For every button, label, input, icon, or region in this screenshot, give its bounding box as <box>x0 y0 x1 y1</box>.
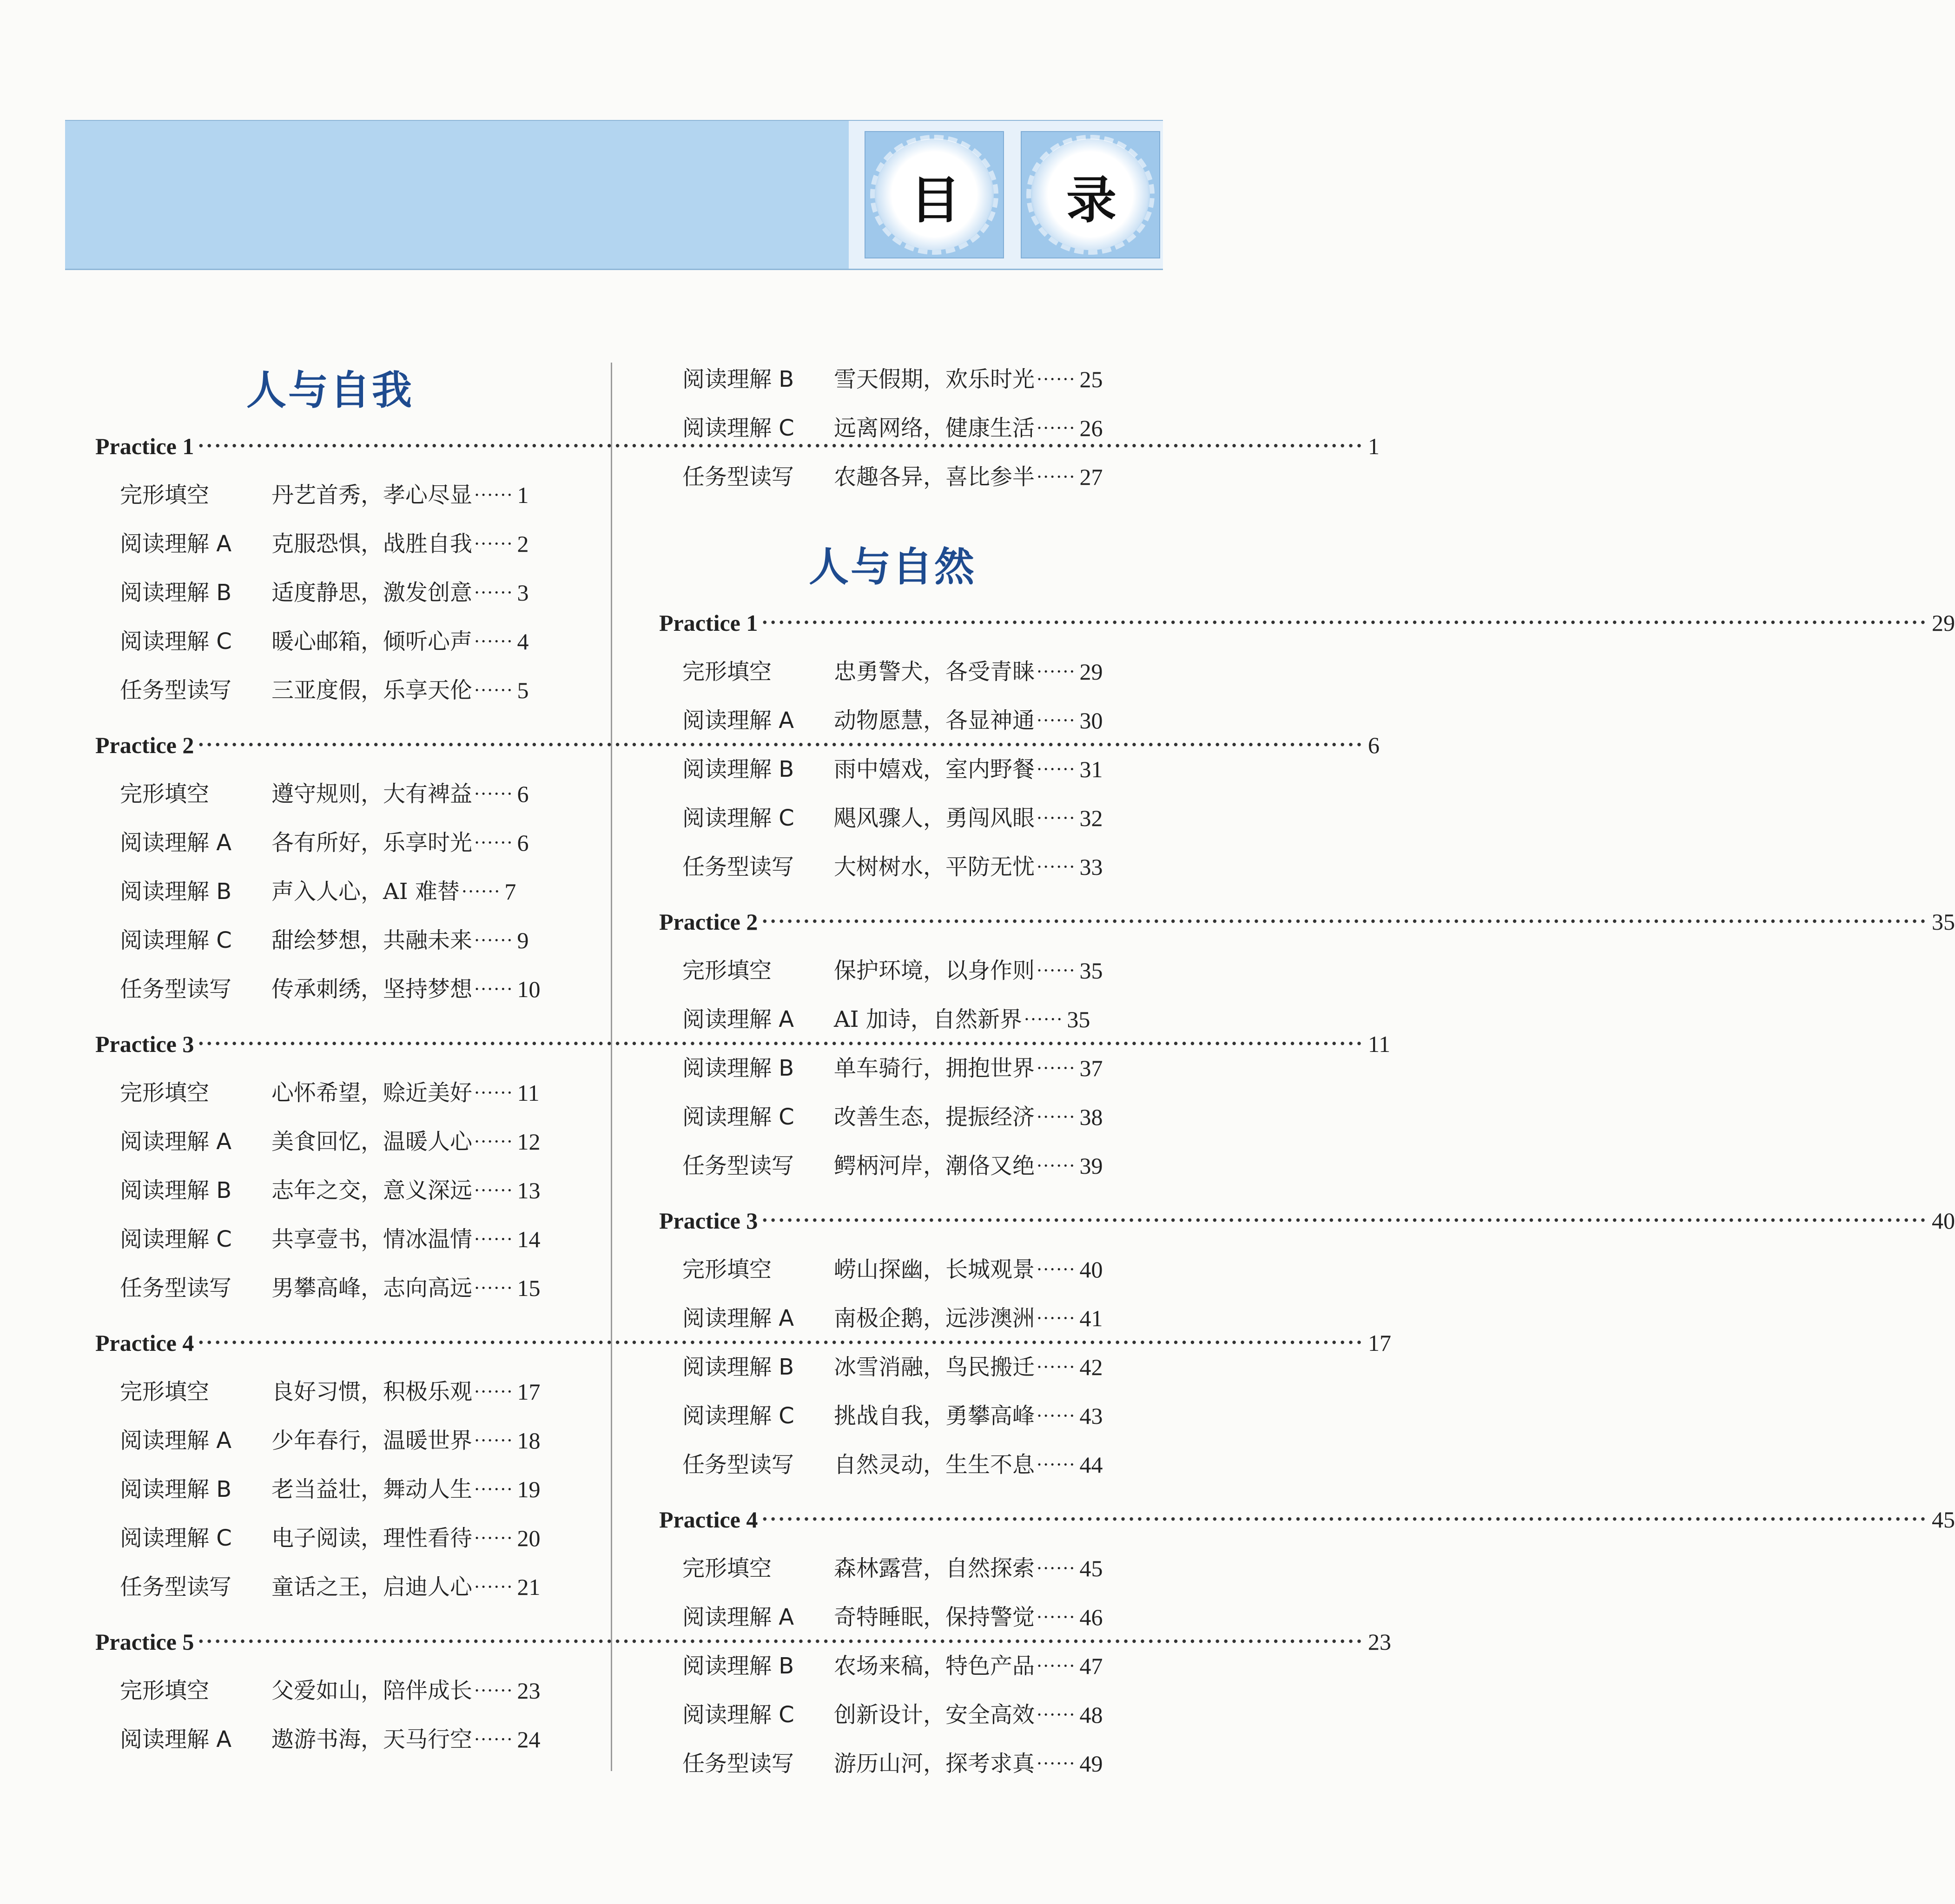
entry-title: 冰雪消融，鸟民搬迁 <box>834 1354 1035 1380</box>
practice-heading[interactable] <box>95 1326 1391 1360</box>
practice-label: Practice 4 <box>95 1330 194 1356</box>
entry-category: 完形填空 <box>120 1678 210 1704</box>
entry-title: 传承刺绣，坚持梦想 <box>271 976 473 1002</box>
toc-entry[interactable] <box>682 1747 1103 1780</box>
section-title: 人与自然 <box>809 544 976 590</box>
entry-category: 阅读理解 B <box>120 879 232 905</box>
dot-leader: ······ <box>474 1083 514 1103</box>
entry-category: 完形填空 <box>120 1379 210 1405</box>
entry-category: 任务型读写 <box>120 1275 232 1301</box>
entry-category: 阅读理解 B <box>120 1177 232 1203</box>
entry-category: 完形填空 <box>682 958 772 984</box>
toc-entry[interactable] <box>682 411 1103 445</box>
dot-leader: ······ <box>474 1131 514 1152</box>
column-divider <box>611 363 612 1771</box>
page-number: 24 <box>517 1726 541 1752</box>
dot-leader: ······ <box>474 1479 514 1500</box>
page-number: 42 <box>1079 1354 1103 1380</box>
page-number: 45 <box>1079 1555 1103 1581</box>
page-number: 5 <box>517 677 529 703</box>
toc-entry[interactable] <box>120 1521 541 1555</box>
entry-title: 动物愿慧，各显神通 <box>834 707 1035 734</box>
entry-category: 完形填空 <box>682 1256 772 1283</box>
toc-entry[interactable] <box>120 924 529 957</box>
toc-entry[interactable] <box>120 1570 541 1604</box>
dot-leader: ······ <box>474 582 514 603</box>
entry-title: 飓风骤人，勇闯风眼 <box>834 805 1035 831</box>
dot-leader: ············································································································································ <box>198 734 1364 756</box>
page-number: 6 <box>517 830 529 856</box>
entry-title: 克服恐惧，战胜自我 <box>271 531 473 557</box>
dot-leader: ······ <box>474 1180 514 1201</box>
entry-title: 心怀希望，赊近美好 <box>271 1080 473 1106</box>
page-number: 27 <box>1079 464 1103 490</box>
page-number: 48 <box>1079 1702 1103 1728</box>
entry-category: 阅读理解 C <box>682 805 794 831</box>
toc-entry[interactable] <box>120 1674 541 1707</box>
dot-leader: ······ <box>1037 1156 1076 1176</box>
toc-entry[interactable] <box>682 1100 1103 1134</box>
page-number: 43 <box>1079 1403 1103 1429</box>
page-number: 32 <box>1079 805 1103 831</box>
toc-entry[interactable] <box>682 1253 1103 1286</box>
practice-heading[interactable] <box>659 1503 1955 1536</box>
toc-entry[interactable] <box>120 1723 541 1756</box>
entry-title: 老当益壮，舞动人生 <box>271 1476 473 1502</box>
dot-leader: ······ <box>474 1229 514 1250</box>
entry-title: 各有所好，乐享时光 <box>271 830 473 856</box>
entry-category: 阅读理解 C <box>682 415 794 441</box>
toc-entry[interactable] <box>682 1600 1103 1634</box>
page-number: 7 <box>504 879 516 905</box>
entry-title: 适度静思，激发创意 <box>271 580 473 606</box>
entry-title: 森林露营，自然探索 <box>834 1555 1035 1581</box>
page-number: 20 <box>517 1525 541 1551</box>
toc-entry[interactable] <box>682 801 1103 835</box>
page-number: 30 <box>1079 707 1103 734</box>
title-char: 录 <box>1066 171 1116 230</box>
dot-leader: ······ <box>1037 1705 1076 1725</box>
practice-label: Practice 3 <box>659 1208 758 1234</box>
entry-category: 任务型读写 <box>682 1153 794 1179</box>
dot-leader: ······ <box>1037 1454 1076 1475</box>
entry-title: 崂山探幽，长城观景 <box>834 1256 1035 1283</box>
toc-entry[interactable] <box>120 972 541 1006</box>
entry-category: 阅读理解 B <box>682 1653 794 1679</box>
entry-title: 创新设计，安全高效 <box>834 1702 1035 1728</box>
dot-leader: ······ <box>474 1278 514 1298</box>
entry-category: 阅读理解 C <box>120 628 232 654</box>
dot-leader: ············································································································································ <box>761 911 1928 932</box>
dot-leader: ······ <box>1024 1009 1063 1030</box>
toc-entry[interactable] <box>120 625 529 658</box>
entry-category: 任务型读写 <box>682 854 794 880</box>
dot-leader: ······ <box>474 784 514 804</box>
toc-entry[interactable] <box>120 1125 541 1158</box>
dot-leader: ······ <box>1037 1308 1076 1329</box>
practice-heading[interactable] <box>659 905 1955 939</box>
entry-category: 阅读理解 A <box>120 830 232 856</box>
toc-entry[interactable] <box>682 704 1103 737</box>
entry-title: 丹艺首秀，孝心尽显 <box>271 482 473 508</box>
page-number: 29 <box>1079 659 1103 685</box>
page-number: 23 <box>1367 1629 1391 1655</box>
toc-entry[interactable] <box>682 1003 1090 1036</box>
entry-title: 鳄柄河岸，潮佫又绝 <box>834 1153 1035 1179</box>
dot-leader: ······ <box>1037 369 1076 390</box>
dot-leader: ······ <box>1037 418 1076 438</box>
dot-leader: ······ <box>474 1729 514 1750</box>
page-number: 45 <box>1931 1507 1955 1533</box>
dot-leader: ······ <box>1037 1357 1076 1377</box>
entry-title: 雨中嬉戏，室内野餐 <box>834 756 1035 782</box>
practice-heading[interactable] <box>95 1625 1391 1659</box>
entry-category: 阅读理解 C <box>682 1403 794 1429</box>
entry-title: 遵守规则，大有裨益 <box>271 781 473 807</box>
entry-category: 阅读理解 C <box>120 927 232 953</box>
entry-title: 良好习惯，积极乐观 <box>271 1379 473 1405</box>
practice-heading[interactable] <box>95 728 1380 762</box>
entry-category: 任务型读写 <box>120 677 232 703</box>
page-number: 13 <box>517 1177 541 1203</box>
page-number: 25 <box>1079 366 1103 392</box>
page-number: 35 <box>1079 958 1103 984</box>
page-number: 29 <box>1931 610 1955 636</box>
entry-title: 童话之王，启迪人心 <box>271 1574 473 1600</box>
toc-entry[interactable] <box>120 1223 541 1256</box>
entry-category: 任务型读写 <box>120 976 232 1002</box>
toc-entry[interactable] <box>120 777 529 811</box>
toc-entry[interactable] <box>682 850 1103 884</box>
page-number: 44 <box>1079 1452 1103 1478</box>
entry-category: 阅读理解 A <box>120 531 232 557</box>
entry-category: 任务型读写 <box>682 1751 794 1777</box>
practice-heading[interactable] <box>95 430 1380 463</box>
entry-category: 阅读理解 B <box>682 1055 794 1081</box>
toc-entry[interactable] <box>682 1149 1103 1183</box>
entry-category: 阅读理解 B <box>682 366 794 392</box>
entry-title: 共享壹书，情冰温情 <box>271 1226 473 1252</box>
entry-category: 阅读理解 A <box>120 1428 232 1454</box>
dot-leader: ······ <box>1037 1107 1076 1127</box>
page-number: 33 <box>1079 854 1103 880</box>
entry-category: 阅读理解 A <box>682 707 794 734</box>
entry-category: 阅读理解 A <box>682 1604 794 1630</box>
page-number: 11 <box>1367 1031 1391 1057</box>
entry-title: 雪天假期，欢乐时光 <box>834 366 1035 392</box>
page-number: 1 <box>517 482 529 508</box>
dot-leader: ······ <box>1037 808 1076 828</box>
entry-title: 保护环境，以身作则 <box>834 958 1035 984</box>
entry-category: 阅读理解 A <box>120 1726 232 1752</box>
page-number: 46 <box>1079 1604 1103 1630</box>
practice-label: Practice 1 <box>95 433 194 459</box>
toc-entry[interactable] <box>682 460 1103 494</box>
page-number: 37 <box>1079 1055 1103 1081</box>
entry-title: 南极企鹅，远涉澳洲 <box>834 1305 1035 1331</box>
dot-leader: ······ <box>1037 759 1076 780</box>
entry-category: 阅读理解 B <box>120 580 232 606</box>
page-number: 21 <box>517 1574 541 1600</box>
toc-entry[interactable] <box>682 1448 1103 1481</box>
toc-entry[interactable] <box>120 1271 541 1305</box>
toc-entry[interactable] <box>120 674 529 707</box>
entry-title: 美食回忆，温暖人心 <box>271 1129 473 1155</box>
toc-entry[interactable] <box>120 1076 540 1110</box>
entry-category: 任务型读写 <box>120 1574 232 1600</box>
toc-entry[interactable] <box>120 1174 541 1207</box>
dot-leader: ······ <box>474 1430 514 1451</box>
toc-entry[interactable] <box>682 1302 1103 1335</box>
dot-leader: ············································································································································ <box>198 1332 1364 1354</box>
dot-leader: ······ <box>1037 1058 1076 1078</box>
dot-leader: ······ <box>474 534 514 554</box>
entry-title: 少年春行，温暖世界 <box>271 1428 473 1454</box>
practice-label: Practice 2 <box>659 909 758 935</box>
entry-title: 农场来稿，特色产品 <box>834 1653 1035 1679</box>
dot-leader: ······ <box>1037 1656 1076 1676</box>
toc-entry[interactable] <box>682 363 1103 396</box>
toc-entry[interactable] <box>682 655 1103 688</box>
dot-leader: ······ <box>1037 661 1076 682</box>
entry-title: 自然灵动，生生不息 <box>834 1452 1035 1478</box>
page-number: 40 <box>1079 1256 1103 1283</box>
practice-label: Practice 4 <box>659 1507 758 1533</box>
dot-leader: ······ <box>474 631 514 652</box>
entry-title: AI 加诗，自然新界 <box>834 1006 1022 1032</box>
entry-title: 大树树水，平防无忧 <box>834 854 1035 880</box>
toc-entry[interactable] <box>120 826 529 859</box>
page-number: 4 <box>517 628 529 654</box>
page-number: 1 <box>1367 433 1380 459</box>
dot-leader: ······ <box>461 881 501 902</box>
page-number: 38 <box>1079 1104 1103 1130</box>
toc-entry[interactable] <box>120 1473 541 1506</box>
dot-leader: ············································································································································ <box>761 612 1928 634</box>
page-number: 47 <box>1079 1653 1103 1679</box>
dot-leader: ············································································································································ <box>198 1631 1364 1653</box>
practice-heading[interactable] <box>95 1027 1391 1061</box>
entry-title: 声入人心，AI 难替 <box>271 879 460 905</box>
practice-heading[interactable] <box>659 606 1955 640</box>
dot-leader: ······ <box>1037 710 1076 731</box>
dot-leader: ······ <box>1037 1607 1076 1627</box>
toc-entry[interactable] <box>682 1051 1103 1085</box>
page-number: 26 <box>1079 415 1103 441</box>
practice-label: Practice 5 <box>95 1629 194 1655</box>
entry-category: 完形填空 <box>682 1555 772 1581</box>
dot-leader: ······ <box>1037 1406 1076 1426</box>
toc-entry[interactable] <box>682 1649 1103 1683</box>
entry-title: 单车骑行，拥抱世界 <box>834 1055 1035 1081</box>
page-number: 11 <box>517 1080 540 1106</box>
page-number: 10 <box>517 976 541 1002</box>
entry-category: 完形填空 <box>120 482 210 508</box>
entry-title: 志年之交，意义深远 <box>271 1177 473 1203</box>
toc-entry[interactable] <box>682 753 1103 786</box>
entry-category: 阅读理解 B <box>682 756 794 782</box>
toc-entry[interactable] <box>120 576 529 609</box>
title-char: 目 <box>910 171 960 230</box>
entry-title: 甜绘梦想，共融未来 <box>271 927 473 953</box>
page-number: 2 <box>517 531 529 557</box>
entry-title: 农趣各异，喜比参半 <box>834 464 1035 490</box>
page-number: 6 <box>517 781 529 807</box>
dot-leader: ······ <box>474 833 514 853</box>
page-number: 12 <box>517 1129 541 1155</box>
dot-leader: ······ <box>1037 960 1076 981</box>
title-tile-lu <box>1021 131 1160 258</box>
dot-leader: ······ <box>1037 467 1076 487</box>
entry-title: 男攀高峰，志向高远 <box>271 1275 473 1301</box>
page-number: 41 <box>1079 1305 1103 1331</box>
page-number: 49 <box>1079 1751 1103 1777</box>
practice-label: Practice 2 <box>95 732 194 758</box>
page-number: 3 <box>517 580 529 606</box>
entry-category: 阅读理解 C <box>120 1226 232 1252</box>
page-number: 35 <box>1067 1006 1090 1032</box>
page-number: 18 <box>517 1428 541 1454</box>
page-number: 17 <box>1367 1330 1391 1356</box>
entry-title: 遨游书海，天马行空 <box>271 1726 473 1752</box>
toc-entry[interactable] <box>120 1375 541 1408</box>
page-number: 23 <box>517 1678 541 1704</box>
entry-category: 阅读理解 C <box>682 1702 794 1728</box>
practice-label: Practice 3 <box>95 1031 194 1057</box>
page-number: 9 <box>517 927 529 953</box>
entry-title: 游历山河，探考求真 <box>834 1751 1035 1777</box>
entry-category: 完形填空 <box>682 659 772 685</box>
dot-leader: ······ <box>474 680 514 701</box>
dot-leader: ······ <box>474 1577 514 1597</box>
section-title: 人与自我 <box>246 367 414 414</box>
toc-entry[interactable] <box>682 1350 1103 1384</box>
entry-title: 挑战自我，勇攀高峰 <box>834 1403 1035 1429</box>
dot-leader: ······ <box>474 1382 514 1402</box>
title-tile-mu <box>865 131 1004 258</box>
toc-entry[interactable] <box>120 1424 541 1457</box>
dot-leader: ······ <box>1037 1558 1076 1579</box>
entry-category: 完形填空 <box>120 1080 210 1106</box>
page-number: 14 <box>517 1226 541 1252</box>
entry-category: 阅读理解 B <box>120 1476 232 1502</box>
entry-title: 三亚度假，乐享天伦 <box>271 677 473 703</box>
page-number: 31 <box>1079 756 1103 782</box>
practice-label: Practice 1 <box>659 610 758 636</box>
dot-leader: ············································································································································ <box>198 1033 1364 1055</box>
dot-leader: ······ <box>1037 857 1076 877</box>
dot-leader: ······ <box>1037 1259 1076 1280</box>
page-number: 17 <box>517 1379 541 1405</box>
page-number: 40 <box>1931 1208 1955 1234</box>
toc-entry[interactable] <box>120 527 529 561</box>
practice-heading[interactable] <box>659 1204 1955 1237</box>
toc-entry[interactable] <box>682 1399 1103 1433</box>
page-number: 15 <box>517 1275 541 1301</box>
dot-leader: ············································································································································ <box>761 1210 1928 1231</box>
dot-leader: ······ <box>474 1680 514 1701</box>
dot-leader: ······ <box>474 979 514 999</box>
dot-leader: ······ <box>474 1528 514 1548</box>
entry-category: 完形填空 <box>120 781 210 807</box>
toc-entry[interactable] <box>682 954 1103 987</box>
entry-title: 改善生态，提振经济 <box>834 1104 1035 1130</box>
dot-leader: ······ <box>474 485 514 505</box>
toc-entry[interactable] <box>682 1552 1103 1585</box>
entry-category: 任务型读写 <box>682 464 794 490</box>
entry-category: 阅读理解 C <box>120 1525 232 1551</box>
page-number: 39 <box>1079 1153 1103 1179</box>
entry-category: 阅读理解 A <box>682 1006 794 1032</box>
entry-category: 阅读理解 A <box>682 1305 794 1331</box>
entry-title: 电子阅读，理性看待 <box>271 1525 473 1551</box>
dot-leader: ······ <box>474 930 514 951</box>
dot-leader: ······ <box>1037 1753 1076 1774</box>
page-number: 19 <box>517 1476 541 1502</box>
entry-category: 阅读理解 A <box>120 1129 232 1155</box>
dot-leader: ············································································································································ <box>761 1508 1928 1530</box>
dot-leader: ············································································································································ <box>198 435 1364 457</box>
entry-title: 暖心邮箱，倾听心声 <box>271 628 473 654</box>
page-number: 6 <box>1367 732 1380 758</box>
entry-title: 奇特睡眠，保持警觉 <box>834 1604 1035 1630</box>
toc-entry[interactable] <box>682 1698 1103 1732</box>
toc-entry[interactable] <box>120 478 529 512</box>
entry-title: 父爱如山，陪伴成长 <box>271 1678 473 1704</box>
entry-category: 阅读理解 C <box>682 1104 794 1130</box>
entry-category: 阅读理解 B <box>682 1354 794 1380</box>
page-number: 35 <box>1931 909 1955 935</box>
entry-title: 忠勇警犬，各受青睐 <box>834 659 1035 685</box>
entry-title: 远离网络，健康生活 <box>834 415 1035 441</box>
entry-category: 任务型读写 <box>682 1452 794 1478</box>
toc-entry[interactable] <box>120 875 516 908</box>
